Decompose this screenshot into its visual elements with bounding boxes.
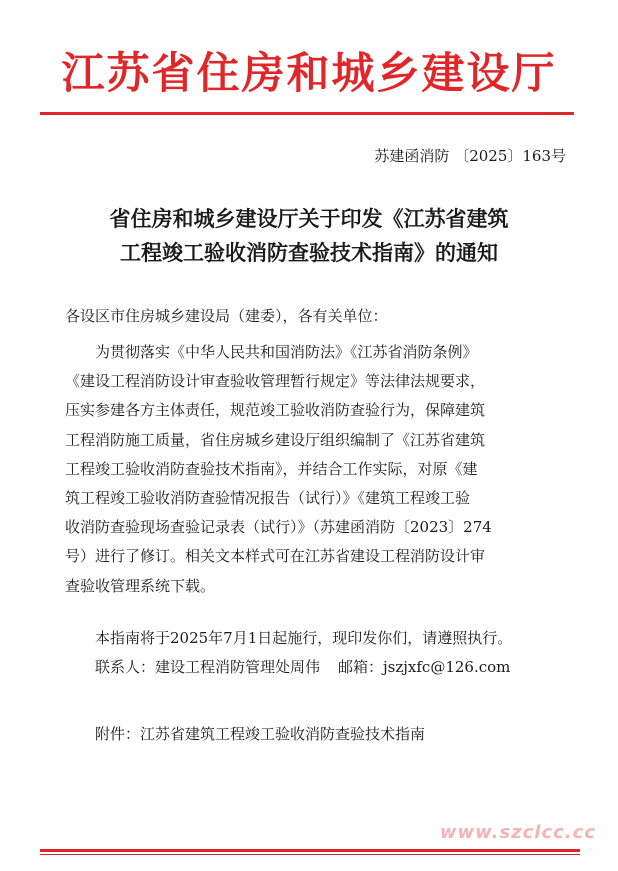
site-watermark: www.szclcc.cc [439, 822, 596, 843]
notice-title-line: 工程竣工验收消防查验技术指南》的通知 [120, 241, 498, 265]
paragraph-line: 为贯彻落实《中华人民共和国消防法》《江苏省消防条例》 [95, 343, 478, 361]
paragraph-line: 工程消防施工质量，省住房城乡建设厅组织编制了《江苏省建筑 [65, 430, 486, 449]
paragraph-line: 查验收管理系统下载。 [65, 576, 216, 595]
body-paragraph-2: 本指南将于2025年7月1日起施行，现印发你们，请遵照执行。 [95, 629, 513, 647]
contact-person: 联系人：建设工程消防管理处周伟 [95, 658, 321, 676]
footer-red-rule [40, 849, 580, 852]
notice-title [60, 202, 558, 270]
header-red-rule [40, 112, 574, 115]
contact-line [95, 655, 575, 679]
salutation: 各设区市住房城乡建设局（建委），各有关单位： [65, 307, 388, 325]
attachment-line: 附件：江苏省建筑工程竣工验收消防查验技术指南 [95, 725, 426, 743]
paragraph-line: 收消防查验现场查验记录表（试行）》（苏建函消防〔2023〕274 [65, 518, 492, 537]
paragraph-line: 压实参建各方主体责任，规范竣工验收消防查验行为，保障建筑 [65, 401, 486, 420]
body-paragraph-1 [65, 338, 565, 601]
notice-title-line: 省住房和城乡建设厅关于印发《江苏省建筑 [109, 207, 509, 231]
paragraph-line: 工程竣工验收消防查验技术指南》，并结合工作实际，对原《建 [65, 459, 478, 478]
contact-email: 邮箱：jszjxfc@126.com [338, 658, 511, 676]
document-number: 苏建函消防 〔2025〕163号 [374, 147, 566, 165]
paragraph-line: 筑工程竣工验收消防查验情况报告（试行）》《建筑工程竣工验 [65, 489, 471, 508]
organization-header: 江苏省住房和城乡建设厅 [61, 49, 557, 99]
paragraph-line: 《建设工程消防设计审查验收管理暂行规定》等法律法规要求， [65, 372, 486, 391]
paragraph-line: 号）进行了修订。相关文本样式可在江苏省建设工程消防设计审 [65, 547, 486, 566]
footer-red-rule-thin [40, 854, 580, 855]
